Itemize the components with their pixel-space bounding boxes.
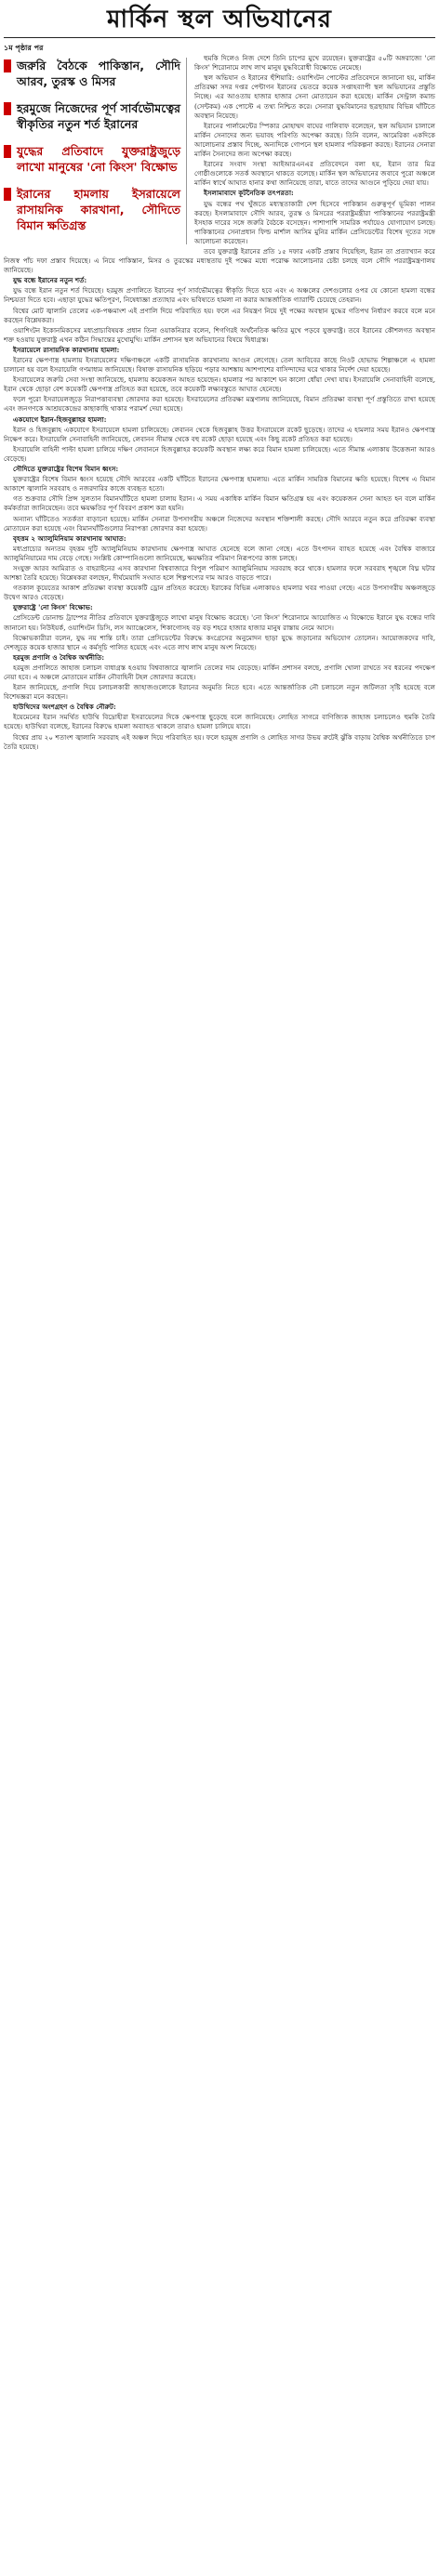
paragraph: গতকাল কুয়েতের আকাশ প্রতিরক্ষা ব্যবস্থা কয়েকটি ড্রোন প্রতিহত করেছে। ইরাকের বিভিন্ন এলাকায়ও হামলার খবর পাওয়া গেছে। এতে উপসাগরীয় অঞ্চলজুড়ে উদ্বেগ আরও বেড়েছে। <box>4 584 435 602</box>
paragraph: মধ্যপ্রাচ্যের অন্যতম বৃহত্তম দুটি অ্যালুমিনিয়াম কারখানায় ক্ষেপণাস্ত্র আঘাত হেনেছে বলে জানা গেছে। এতে উৎপাদন ব্যাহত হয়েছে এবং বৈশ্বিক বাজারে অ্যালুমিনিয়ামের দাম বেড়ে গেছে। সংশ্লিষ্ট কোম্পানিগুলো জানিয়েছে, ক্ষয়ক্ষতির পরিমাণ নিরূপণের কাজ চলছে। <box>4 544 435 562</box>
highlight-item <box>4 143 180 175</box>
highlight-text: ইরানের হামলায় ইসরায়েলে রাসায়নিক কারখানা, সৌদিতে বিমান ক্ষতিগ্রস্ত <box>17 187 180 233</box>
highlights-box <box>4 58 187 244</box>
section-heading: হরমুজ প্রণালি ও বৈশ্বিক অর্থনীতি: <box>13 652 105 662</box>
paragraph: তবে যুক্তরাষ্ট্র ইরানের প্রতি ১৫ দফার একটি প্রস্তাব দিয়েছিল, ইরান তা প্রত্যাখ্যান করে নিজস্ব পাঁচ দফা প্রস্তাব দিয়েছে। এ নিয়ে পাকিস্তান, মিসর ও তুরস্কের মধ্যস্থতায় দুই পক্ষের মধ্যে পরোক্ষ আলোচনার চেষ্টা চলছে বলে সৌদি পররাষ্ট্রমন্ত্রণালয় জানিয়েছে। <box>4 246 435 275</box>
paragraph: বিক্ষোভকারীরা বলেন, যুদ্ধ নয় শান্তি চাই। তারা প্রেসিডেন্টের বিরুদ্ধে কংগ্রেসের অনুমোদন ছাড়া যুদ্ধে জড়ানোর অভিযোগ তোলেন। আয়োজকদের দাবি, দেশজুড়ে কয়েক হাজার স্থানে এ কর্মসূচি পালিত হয়েছে এবং এতে লাখ লাখ মানুষ অংশ নিয়েছে। <box>4 633 435 651</box>
paragraph: ওয়াশিংটন ইকোনমিকসের মধ্যপ্রাচ্যবিষয়ক প্রধান তিনা ওয়াকনিরার বলেন, শিগগিরই অর্থনৈতিক ক্ষতির মুখে পড়বে যুক্তরাষ্ট্র। তবে ইরানের কৌশলগত অবস্থান শক্ত হওয়ায় যুক্তরাষ্ট্র এখন কঠিন সিদ্ধান্তের মুখোমুখি। মার্কিন প্রশাসন স্থল অভিযানের বিষয়ে দ্বিধাগ্রস্ত। <box>4 325 435 344</box>
paragraph: ইরান জানিয়েছে, প্রণালি দিয়ে চলাচলকারী জাহাজগুলোকে ইরানের অনুমতি নিতে হবে। এতে আন্তর্জাতিক নৌ চলাচলে নতুন জটিলতা সৃষ্টি হয়েছে বলে বিশেষজ্ঞরা মনে করছেন। <box>4 683 435 702</box>
section-heading: যুক্তরাষ্ট্রে 'নো কিংস' বিক্ষোভ: <box>13 603 93 612</box>
article-body <box>4 43 435 2570</box>
paragraph: বিশ্বের প্রায় ২০ শতাংশ জ্বালানি সরবরাহ এই অঞ্চল দিয়ে পরিবাহিত হয়। ফলে হরমুজ প্রণালি ও লোহিত সাগর উভয় রুটেই ঝুঁকি বাড়ায় বৈশ্বিক অর্থনীতিতে চাপ তৈরি হয়েছে। <box>4 732 435 751</box>
paragraph: স্থল অভিযান ও ইরানের হুঁশিয়ারি: ওয়াশিংটন পোস্টের প্রতিবেদনে জানানো হয়, মার্কিন প্রতিরক্ষা সদর দপ্তর পেন্টাগন ইরানের ভেতরে কয়েক সপ্তাহব্যাপী স্থল অভিযানের প্রস্তুতি নিচ্ছে। এর আওতায় হাজার হাজার সেনা মোতায়েন করা হয়েছে। মার্কিন সেন্ট্রাল কমান্ড (সেন্টকম) এক পোস্টে এ তথ্য নিশ্চিত করে। সেনারা যুদ্ধবিমানের ছত্রছায়ায় বিভিন্ন ঘাঁটিতে অবস্থান নিয়েছে। <box>194 73 435 120</box>
section-heading: ইসলামাবাদে কূটনৈতিক তৎপরতা: <box>204 189 294 198</box>
highlight-text: যুদ্ধের প্রতিবাদে যুক্তরাষ্ট্রজুড়ে লাখো মানুষের 'নো কিংস' বিক্ষোভ <box>17 144 180 175</box>
section-heading: হাউথিদের অংশগ্রহণ ও বৈশ্বিক নৌরুট: <box>13 703 116 712</box>
paragraph: ইরানের পার্লামেন্টের স্পিকার মোহাম্মদ বাঘের গালিবাফ বলেছেন, স্থল অভিযান চালালে মার্কিন সেনাদের জন্য ভয়াবহ পরিণতি অপেক্ষা করছে। তিনি বলেন, আমেরিকা একদিকে আলোচনার প্রস্তাব দিচ্ছে, অন্যদিকে গোপনে স্থল হামলার পরিকল্পনা করছে। ইরানের সেনারা মার্কিন সৈন্যদের জন্য অপেক্ষা করছে। <box>194 121 435 159</box>
paragraph: ইয়েমেনের ইরান সমর্থিত হাউথি বিদ্রোহীরা ইসরায়েলের দিকে ক্ষেপণাস্ত্র ছুড়েছে বলে জানিয়েছে। লোহিত সাগরে বাণিজ্যিক জাহাজ চলাচলেও হুমকি তৈরি হয়েছে। হাউথিরা বলেছে, ইরানের বিরুদ্ধে হামলা অব্যাহত থাকলে তারাও হামলা চালিয়ে যাবে। <box>4 713 435 731</box>
paragraph: যুদ্ধ বন্ধে ইরান নতুন শর্ত দিয়েছে। হরমুজ প্রণালিতে ইরানের পূর্ণ সার্বভৌমত্বের স্বীকৃতি দিতে হবে এবং এ অঞ্চলের দেশগুলোর ওপর যে কোনো হামলা বন্ধের নিশ্চয়তা দিতে হবে। এছাড়া যুদ্ধের ক্ষতিপূরণ, নিষেধাজ্ঞা প্রত্যাহার এবং ভবিষ্যতে হামলা না করার আন্তর্জাতিক গ্যারান্টি চেয়েছে তেহরান। <box>4 286 435 305</box>
paragraph: ইরানের ক্ষেপণাস্ত্র হামলায় ইসরায়েলের দক্ষিণাঞ্চলে একটি রাসায়নিক কারখানায় আগুন লেগেছে। তেল আবিবের কাছে নিওট হোভাভ শিল্পাঞ্চলে এ হামলা চালানো হয় বলে ইসরায়েলি গণমাধ্যম জানিয়েছে। বিষাক্ত রাসায়নিক ছড়িয়ে পড়ার আশঙ্কায় আশপাশের বাসিন্দাদের ঘরে থাকার নির্দেশ দেয়া হয়েছে। <box>4 356 435 375</box>
section-heading: বৃহত্তম ২ অ্যালুমিনিয়াম কারখানায় আঘাত: <box>13 533 126 543</box>
highlight-item <box>4 186 180 233</box>
paragraph: বিশ্বের মোট জ্বালানি তেলের এক-পঞ্চমাংশ এই প্রণালি দিয়ে পরিবাহিত হয়। ফলে এর নিয়ন্ত্রণ নিয়ে দুই পক্ষের অবস্থান যুদ্ধের গতিপথ নির্ধারণ করবে বলে মনে করছেন বিশ্লেষকরা। <box>4 306 435 324</box>
paragraph: অন্যান্য ঘাঁটিতেও সতর্কতা বাড়ানো হয়েছে। মার্কিন সেনারা উপসাগরীয় অঞ্চলে নিজেদের অবস্থান শক্তিশালী করছে। সৌদি আরবে নতুন করে প্রতিরক্ষা ব্যবস্থা মোতায়েন করা হয়েছে এবং বিমানঘাঁটিগুলোর নিরাপত্তা জোরদার করা হয়েছে। <box>4 514 435 532</box>
paragraph: ইরান ও হিজবুল্লাহ একযোগে ইসরায়েলে হামলা চালিয়েছে। লেবানন থেকে হিজবুল্লাহ উত্তর ইসরায়েলে রকেট ছুড়েছে। তাদের এ হামলার সময় ইরানও ক্ষেপণাস্ত্র নিক্ষেপ করে। ইসরায়েলি সেনাবাহিনী জানিয়েছে, লেবানন সীমান্ত থেকে বহু রকেট ছোড়া হয়েছে এবং কিছু রকেট প্রতিহত করা হয়েছে। <box>4 425 435 443</box>
paragraph: যুক্তরাষ্ট্রের বিশেষ বিমান ধ্বংস হয়েছে সৌদি আরবের একটি ঘাঁটিতে ইরানের ক্ষেপণাস্ত্র হামলায়। এতে মার্কিন সামরিক বিমানের ক্ষতি হয়েছে। বিশেষ এ বিমান আকাশে জ্বালানি সরবরাহ ও নজরদারির কাজে ব্যবহৃত হতো। <box>4 475 435 493</box>
section-heading: ইসরায়েলে রাসায়নিক কারখানায় হামলা: <box>13 345 120 354</box>
bullet-icon <box>4 102 11 115</box>
paragraph: হুমকি দিলেও নিজ দেশে তিনি চাপের মুখে রয়েছেন। যুক্তরাষ্ট্রের ৫০টি অঙ্গরাজ্যে 'নো কিংস' শিরোনামে লাখ লাখ মানুষ যুদ্ধবিরোধী বিক্ষোভে নেমেছে। <box>194 54 435 72</box>
section-heading: যুদ্ধ বন্ধে ইরানের নতুন শর্ত: <box>13 276 87 285</box>
paragraph: ইসরায়েলের জরুরি সেবা সংস্থা জানিয়েছে, হামলায় কয়েকজন আহত হয়েছেন। হামলার পর আকাশে ঘন কালো ধোঁয়া দেখা যায়। ইসরায়েলি সেনাবাহিনী বলেছে, ইরান থেকে ছোড়া বেশ কয়েকটি ক্ষেপণাস্ত্র প্রতিহত করা হয়েছে, তবে কয়েকটি লক্ষ্যবস্তুতে আঘাত হেনেছে। <box>4 375 435 394</box>
highlight-item <box>4 58 180 89</box>
paragraph: যুদ্ধ বন্ধের পথ খুঁজতে মধ্যস্থতাকারী দেশ হিসেবে পাকিস্তান গুরুত্বপূর্ণ ভূমিকা পালন করছে। ইসলামাবাদে সৌদি আরব, তুরস্ক ও মিসরের পররাষ্ট্রমন্ত্রীরা পাকিস্তানের পররাষ্ট্রমন্ত্রী ইসহাক দারের সঙ্গে জরুরি বৈঠকে বসেছেন। পাশাপাশি সামরিক পর্যায়েও যোগাযোগ চলছে। পাকিস্তানের সেনাপ্রধান ফিল্ড মার্শাল আসিম মুনির মার্কিন প্রেসিডেন্টের বিশেষ দূতের সঙ্গে আলোচনা করেছেন। <box>194 199 435 245</box>
paragraph: ইরানের সংবাদ সংস্থা আইআরএনএর প্রতিবেদনে বলা হয়, ইরান তার মিত্র গোষ্ঠীগুলোকে সতর্ক অবস্থানে থাকতে বলেছে। মার্কিন স্থল অভিযানের জবাবে পুরো অঞ্চলে মার্কিন স্বার্থে আঘাত হানার কথা জানিয়েছে তারা, যাতে তাদের আগুনে পুড়িয়ে দেয়া যায়। <box>194 160 435 188</box>
highlight-text: জরুরি বৈঠকে পাকিস্তান, সৌদি আরব, তুরস্ক ও মিসর <box>17 59 180 89</box>
headline: মার্কিন স্থল অভিযানের <box>4 0 435 38</box>
section-heading: সৌদিতে যুক্তরাষ্ট্রের বিশেষ বিমান ধ্বংস: <box>13 465 119 474</box>
paragraph: হরমুজ প্রণালিতে জাহাজ চলাচল বাধাগ্রস্ত হওয়ায় বিশ্ববাজারে জ্বালানি তেলের দাম বেড়েছে। মার্কিন প্রশাসন বলছে, প্রণালি খোলা রাখতে সব ধরনের পদক্ষেপ নেয়া হবে। এ অঞ্চলে মোতায়েন মার্কিন নৌবাহিনী টহল জোরদার করেছে। <box>4 663 435 681</box>
paragraph: গত শুক্রবার সৌদি প্রিন্স সুলতান বিমানঘাঁটিতে হামলা চালায় ইরান। এ সময় একাধিক মার্কিন বিমান ক্ষতিগ্রস্ত হয় এবং কয়েকজন সেনা আহত হন বলে মার্কিন কর্মকর্তারা জানিয়েছেন। তবে ক্ষয়ক্ষতির পূর্ণ বিবরণ প্রকাশ করা হয়নি। <box>4 494 435 513</box>
bullet-icon <box>4 59 11 72</box>
bullet-icon <box>4 188 11 201</box>
paragraph: ফলে পুরো ইসরায়েলজুড়ে নিরাপত্তাব্যবস্থা জোরদার করা হয়েছে। ইসরায়েলের প্রতিরক্ষা মন্ত্রণালয় জানিয়েছে, বিমান প্রতিরক্ষা ব্যবস্থা পূর্ণ প্রস্তুতিতে রাখা হয়েছে এবং জনগণকে আশ্রয়কেন্দ্রের কাছাকাছি থাকার পরামর্শ দেয়া হয়েছে। <box>4 395 435 414</box>
section-heading: একযোগে ইরান-হিজবুল্লাহর হামলা: <box>13 414 107 424</box>
bullet-icon <box>4 145 11 158</box>
continued-label: ১ম পৃষ্ঠার পর <box>4 43 44 52</box>
highlight-text: হরমুজে নিজেদের পূর্ণ সার্বভৌমত্বের স্বীকৃতির নতুন শর্ত ইরানের <box>17 101 180 132</box>
paragraph: প্রেসিডেন্ট ডোনাল্ড ট্রাম্পের নীতির প্রতিবাদে যুক্তরাষ্ট্রজুড়ে লাখো মানুষ বিক্ষোভ করেছে। 'নো কিংস' শিরোনামে আয়োজিত এ বিক্ষোভে ইরানে যুদ্ধ বন্ধের দাবি জানানো হয়। নিউইয়র্ক, ওয়াশিংটন ডিসি, লস অ্যাঞ্জেলেস, শিকাগোসহ বড় বড় শহরে হাজার হাজার মানুষ রাস্তায় নেমে আসে। <box>4 613 435 632</box>
highlight-item <box>4 100 180 132</box>
paragraph: সংযুক্ত আরব আমিরাত ও বাহরাইনের এসব কারখানা বিশ্ববাজারে বিপুল পরিমাণ অ্যালুমিনিয়াম সরবরাহ করে থাকে। হামলার ফলে সরবরাহ শৃঙ্খলে বিঘ্ন ঘটার আশঙ্কা তৈরি হয়েছে। বিশ্লেষকরা বলছেন, দীর্ঘমেয়াদি সংঘাত হলে শিল্পপণ্যের দাম আরও বাড়তে পারে। <box>4 563 435 583</box>
paragraph: ইসরায়েলি বাহিনী পাল্টা হামলা চালিয়ে দক্ষিণ লেবাননে হিজবুল্লাহর কয়েকটি অবস্থান লক্ষ্য করে বিমান হামলা চালিয়েছে। এতে সীমান্ত এলাকায় উত্তেজনা আরও বেড়েছে। <box>4 444 435 463</box>
